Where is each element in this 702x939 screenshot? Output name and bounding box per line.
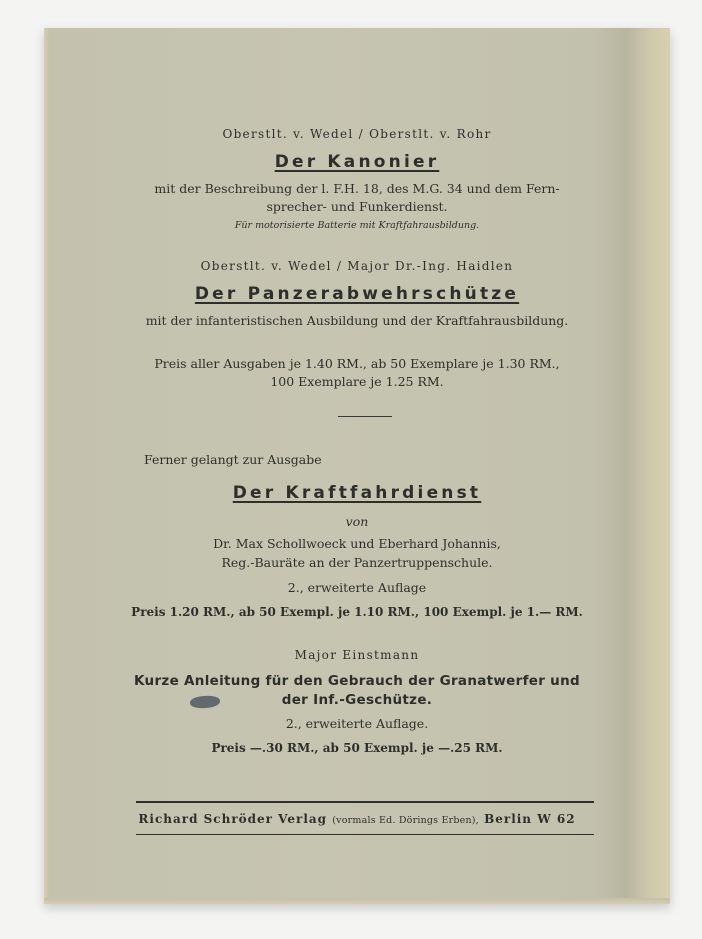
block3-title-text: Der Kraftfahrdienst: [232, 483, 482, 503]
block4-title-line1: Kurze Anleitung für den Gebrauch der Granatwerfer und: [134, 673, 580, 689]
footer-publisher-line: [44, 812, 670, 826]
book-back-cover: [44, 28, 670, 904]
block1-title-text: Der Kanonier: [274, 152, 440, 172]
block3-price: Preis 1.20 RM., ab 50 Exempl. je 1.10 RM., 100 Exempl. je 1.— RM.: [131, 605, 583, 619]
block1-title: [44, 152, 670, 172]
publisher-name: Richard Schröder Verlag: [138, 812, 328, 826]
block3-intro: Ferner gelangt zur Ausgabe: [144, 452, 322, 467]
footer-rule-top: [136, 801, 594, 803]
block2-authors: Oberstlt. v. Wedel / Major Dr.-Ing. Haidlen: [200, 259, 514, 273]
block4-price: Preis —.30 RM., ab 50 Exempl. je —.25 RM.: [211, 741, 503, 755]
block3-edition: 2., erweiterte Auflage: [287, 580, 427, 595]
block1-authors: Oberstlt. v. Wedel / Oberstlt. v. Rohr: [222, 127, 492, 141]
block2-price-line2: 100 Exemplare je 1.25 RM.: [270, 374, 444, 389]
divider: [338, 416, 392, 417]
block2-price-line1: Preis aller Ausgaben je 1.40 RM., ab 50 Exemplare je 1.30 RM.,: [154, 356, 560, 371]
block4-edition: 2., erweiterte Auflage.: [285, 716, 429, 731]
publisher-formerly: (vormals Ed. Dörings Erben),: [332, 815, 479, 826]
block2-desc: mit der infanteristischen Ausbildung und der Kraftfahrausbildung.: [145, 313, 569, 328]
block1-note: Für motorisierte Batterie mit Kraftfahrausbildung.: [234, 220, 480, 231]
block1-desc-line2: sprecher- und Funkerdienst.: [266, 199, 448, 214]
block2-title: [44, 284, 670, 304]
block3-title: [44, 483, 670, 503]
footer-rule-bottom: [136, 834, 594, 835]
block3-authors: Dr. Max Schollwoeck und Eberhard Johannis,: [213, 536, 501, 551]
block3-roles: Reg.-Bauräte an der Panzertruppenschule.: [221, 555, 493, 570]
block2-title-text: Der Panzerabwehrschütze: [194, 284, 520, 304]
block4-title-line2: der Inf.-Geschütze.: [281, 692, 433, 708]
publisher-city: Berlin W 62: [484, 812, 576, 826]
block3-von: von: [345, 514, 369, 529]
block4-author: Major Einstmann: [294, 648, 420, 662]
block1-desc-line1: mit der Beschreibung der l. F.H. 18, des M.G. 34 und dem Fern-: [154, 181, 560, 196]
